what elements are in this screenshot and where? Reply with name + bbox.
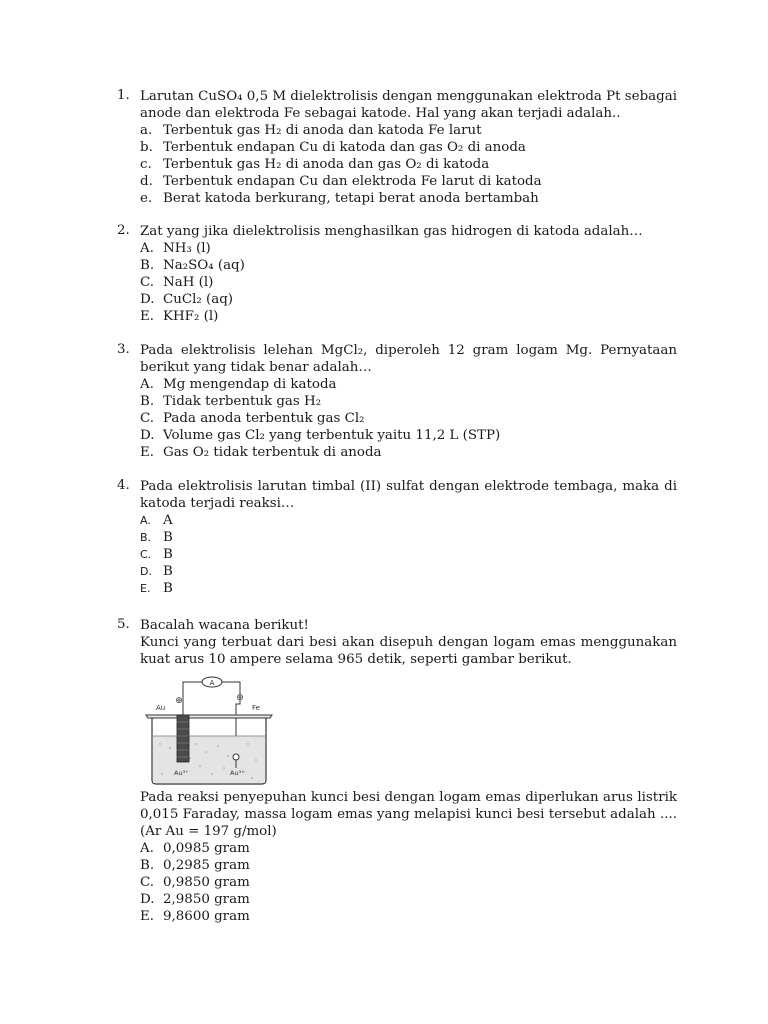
- option-letter: e.: [140, 191, 153, 206]
- option-text: B: [163, 564, 173, 579]
- question-stem: Pada elektrolisis lelehan MgCl₂, diperoleh 12 gram logam Mg. Pernyataan berikut yang tidak benar adalah…: [140, 343, 677, 375]
- option-list: [140, 240, 677, 325]
- option-a[interactable]: [140, 512, 677, 529]
- option-c[interactable]: [140, 410, 677, 427]
- option-letter: E.: [140, 909, 155, 924]
- question-4: [117, 478, 677, 597]
- cathode-label: Fe: [252, 704, 260, 712]
- option-a[interactable]: [140, 240, 677, 257]
- option-text: Tidak terbentuk gas H₂: [163, 394, 322, 409]
- anode-label: Au: [156, 704, 166, 712]
- option-text: B: [163, 547, 173, 562]
- question-number: 3.: [117, 342, 130, 357]
- option-letter: D.: [140, 565, 152, 578]
- option-letter: D.: [140, 892, 155, 907]
- option-b[interactable]: [140, 393, 677, 410]
- option-text: A: [163, 513, 173, 528]
- option-text: NaH (l): [163, 275, 214, 290]
- negative-terminal: ⊖: [236, 693, 244, 703]
- option-text: KHF₂ (l): [163, 309, 219, 324]
- option-text: 0,9850 gram: [163, 875, 250, 890]
- option-letter: A.: [140, 841, 154, 856]
- question-text: Pada reaksi penyepuhan kunci besi dengan logam emas diperlukan arus listrik 0,015 Faraday, massa logam emas yang melapisi kunci besi tersebut adalah .... (Ar Au = 197 g/mol): [140, 790, 677, 839]
- option-letter: E.: [140, 582, 151, 595]
- question-number: 5.: [117, 617, 130, 632]
- option-text: NH₃ (l): [163, 241, 211, 256]
- option-b[interactable]: [140, 257, 677, 274]
- question-5: [117, 617, 677, 925]
- option-text: 0,2985 gram: [163, 858, 250, 873]
- option-d[interactable]: [140, 891, 677, 908]
- option-e[interactable]: [140, 190, 677, 207]
- option-text: Terbentuk endapan Cu dan elektroda Fe larut di katoda: [163, 174, 542, 189]
- option-b[interactable]: [140, 857, 677, 874]
- positive-terminal: ⊕: [175, 696, 183, 706]
- option-letter: C.: [140, 411, 155, 426]
- option-letter: A.: [140, 377, 154, 392]
- option-text: Gas O₂ tidak terbentuk di anoda: [163, 445, 382, 460]
- option-c[interactable]: [140, 546, 677, 563]
- option-text: Terbentuk gas H₂ di anoda dan katoda Fe larut: [163, 123, 482, 138]
- option-d[interactable]: [140, 173, 677, 190]
- option-letter: C.: [140, 548, 152, 561]
- iron-key: [233, 754, 239, 760]
- option-a[interactable]: [140, 122, 677, 139]
- option-text: CuCl₂ (aq): [163, 292, 234, 307]
- option-list: [140, 122, 677, 207]
- question-intro: Bacalah wacana berikut!: [140, 618, 309, 633]
- question-2: [117, 223, 677, 325]
- option-text: B: [163, 530, 173, 545]
- option-text: Volume gas Cl₂ yang terbentuk yaitu 11,2 L (STP): [163, 428, 501, 443]
- question-stem: Zat yang jika dielektrolisis menghasilkan gas hidrogen di katoda adalah…: [140, 224, 643, 239]
- option-text: Terbentuk gas H₂ di anoda dan gas O₂ di katoda: [163, 157, 490, 172]
- option-d[interactable]: [140, 291, 677, 308]
- option-text: B: [163, 581, 173, 596]
- option-letter: B.: [140, 394, 155, 409]
- question-number: 4.: [117, 478, 130, 493]
- option-c[interactable]: [140, 156, 677, 173]
- ion-label-right: Au³⁺: [230, 769, 245, 777]
- option-letter: D.: [140, 292, 155, 307]
- option-c[interactable]: [140, 874, 677, 891]
- option-list: [140, 840, 677, 925]
- question-1: [117, 88, 677, 207]
- option-e[interactable]: [140, 308, 677, 325]
- option-letter: A.: [140, 241, 154, 256]
- option-text: Na₂SO₄ (aq): [163, 258, 245, 273]
- ion-label-left: Au³⁺: [174, 769, 189, 777]
- question-number: 2.: [117, 223, 130, 238]
- option-letter: a.: [140, 123, 153, 138]
- option-letter: C.: [140, 275, 155, 290]
- option-letter: D.: [140, 428, 155, 443]
- option-a[interactable]: [140, 840, 677, 857]
- option-d[interactable]: [140, 427, 677, 444]
- option-a[interactable]: [140, 376, 677, 393]
- option-letter: A.: [140, 514, 151, 527]
- option-letter: d.: [140, 174, 153, 189]
- option-letter: E.: [140, 309, 155, 324]
- option-text: Mg mengendap di katoda: [163, 377, 337, 392]
- option-e[interactable]: [140, 444, 677, 461]
- option-b[interactable]: [140, 529, 677, 546]
- option-letter: b.: [140, 140, 153, 155]
- option-e[interactable]: [140, 908, 677, 925]
- option-letter: c.: [140, 157, 152, 172]
- question-stem: Kunci yang terbuat dari besi akan disepuh dengan logam emas menggunakan kuat arus 10 ampere selama 965 detik, seperti gambar berikut.: [140, 635, 677, 667]
- option-letter: B.: [140, 258, 155, 273]
- option-list: [140, 512, 677, 597]
- option-text: Pada anoda terbentuk gas Cl₂: [163, 411, 365, 426]
- option-text: Berat katoda berkurang, tetapi berat anoda bertambah: [163, 191, 539, 206]
- option-text: 9,8600 gram: [163, 909, 250, 924]
- question-stem: Larutan CuSO₄ 0,5 M dielektrolisis dengan menggunakan elektroda Pt sebagai anode dan elektroda Fe sebagai katode. Hal yang akan terjadi adalah..: [140, 89, 677, 121]
- option-e[interactable]: [140, 580, 677, 597]
- option-b[interactable]: [140, 139, 677, 156]
- question-3: [117, 342, 677, 461]
- option-text: Terbentuk endapan Cu di katoda dan gas O₂ di anoda: [163, 140, 526, 155]
- option-text: 2,9850 gram: [163, 892, 250, 907]
- option-text: 0,0985 gram: [163, 841, 250, 856]
- option-c[interactable]: [140, 274, 677, 291]
- option-letter: C.: [140, 875, 155, 890]
- question-stem: Pada elektrolisis larutan timbal (II) sulfat dengan elektrode tembaga, maka di katoda terjadi reaksi…: [140, 479, 677, 511]
- option-letter: E.: [140, 445, 155, 460]
- option-letter: B.: [140, 858, 155, 873]
- ammeter-label: A: [209, 679, 215, 687]
- electroplating-diagram: [140, 674, 278, 787]
- question-number: 1.: [117, 88, 130, 103]
- option-letter: B.: [140, 531, 152, 544]
- option-d[interactable]: [140, 563, 677, 580]
- option-list: [140, 376, 677, 461]
